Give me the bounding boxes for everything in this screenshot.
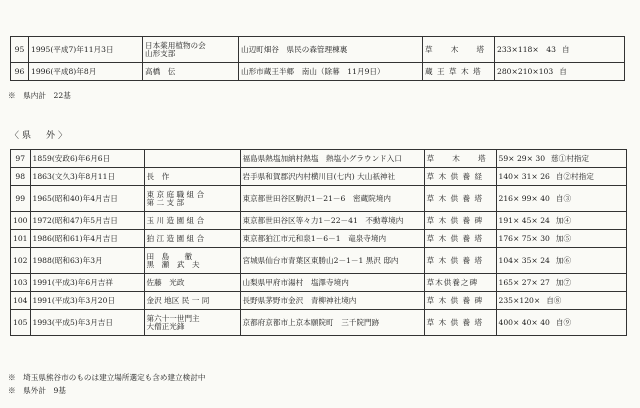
cell-builder	[143, 37, 239, 63]
cell-monument-type: 草 木 供 養 塔	[424, 230, 496, 248]
cell-date: 1991(平成3)年3月20日	[30, 292, 144, 310]
outside-table-body	[11, 150, 627, 336]
remark-value: 自	[561, 44, 570, 54]
cell-size	[496, 248, 626, 274]
cell-builder	[144, 168, 240, 186]
cell-date: 1965(昭和40)年4月吉日	[30, 186, 144, 212]
footnote-outside-total: ※ 県外計 9基	[8, 386, 66, 395]
cell-builder	[144, 274, 240, 292]
size-value: 165× 27× 27	[498, 277, 550, 287]
size-value: 400× 40× 40	[498, 317, 550, 327]
cell-size	[495, 63, 625, 81]
builder-line: 長 作	[146, 171, 170, 181]
remark-value: 加④	[555, 215, 572, 225]
builder-line: 玉 川 造 園 組 合	[146, 215, 205, 225]
outside-table	[10, 149, 627, 336]
builder-line: 東 京 庭 職 組 合	[146, 189, 205, 199]
table-row	[11, 150, 627, 168]
remark-value: 自③	[555, 193, 572, 203]
cell-date: 1986(昭和61)年4月吉日	[30, 230, 144, 248]
cell-monument-type: 草 木 塔	[424, 150, 496, 168]
builder-line: 金沢 地区 民 一 同	[146, 295, 210, 305]
cell-size	[496, 186, 626, 212]
table-row	[11, 274, 627, 292]
table-row	[11, 186, 627, 212]
remark-value: 加⑦	[555, 277, 572, 287]
cell-number: 96	[11, 63, 29, 81]
table-row	[11, 292, 627, 310]
cell-monument-type: 草 木 供 養 経	[424, 168, 496, 186]
cell-size	[496, 292, 626, 310]
cell-builder	[144, 248, 240, 274]
remark-value: 加⑤	[555, 233, 572, 243]
cell-date: 1859(安政6)年6月6日	[30, 150, 144, 168]
cell-location: 福島県熱塩加納村熱塩 熱塩小グラウンド入口	[240, 150, 424, 168]
remark-value: 自⑨	[555, 317, 572, 327]
cell-number: 95	[11, 37, 29, 63]
table-row	[11, 63, 625, 81]
cell-size	[496, 274, 626, 292]
cell-monument-type: 蔵 王 草 木 塔	[423, 63, 495, 81]
cell-date: 1972(昭和47)年5月吉日	[30, 212, 144, 230]
builder-line: 山形支部	[145, 48, 176, 58]
builder-line: 高橋 伝	[145, 66, 176, 76]
cell-number: 105	[11, 310, 31, 336]
cell-location: 東京都世田谷区駒沢1－21－6 密蔵院境内	[240, 186, 424, 212]
cell-size	[496, 310, 626, 336]
table-row	[11, 230, 627, 248]
cell-monument-type: 草 木 塔	[423, 37, 495, 63]
size-value: 140× 31× 26	[498, 171, 550, 181]
builder-line: 大僧正光鋒	[146, 321, 185, 331]
remark-value: 自⑧	[546, 295, 562, 305]
cell-size	[496, 150, 626, 168]
section-heading-outside: 〈県 外〉	[10, 131, 71, 141]
cell-size	[496, 168, 626, 186]
cell-number: 101	[11, 230, 31, 248]
cell-builder	[144, 212, 240, 230]
cell-date: 1995(平成7)年11月3日	[29, 37, 143, 63]
size-value: 280×210×103	[497, 66, 554, 76]
remark-value: 加⑥	[555, 255, 572, 265]
cell-location: 東京都世田谷区等々力1－22－41 不動尊境内	[240, 212, 424, 230]
remark-value: 自	[559, 66, 567, 76]
cell-number: 104	[11, 292, 31, 310]
builder-line: 第六十一世門主	[146, 313, 200, 323]
cell-monument-type: 草木供養之碑	[424, 274, 496, 292]
prefecture-table-body	[11, 37, 625, 81]
cell-number: 99	[11, 186, 31, 212]
cell-date: 1991(平成3)年6月吉祥	[30, 274, 144, 292]
cell-monument-type: 草 木 供 養 碑	[424, 212, 496, 230]
cell-number: 100	[11, 212, 31, 230]
cell-builder	[144, 230, 240, 248]
table-row	[11, 37, 625, 63]
cell-number: 102	[11, 248, 31, 274]
cell-monument-type: 草 木 供 養 塔	[424, 248, 496, 274]
prefecture-table	[10, 36, 625, 81]
cell-location: 山辺町畑谷 県民の森管理棟裏	[239, 37, 423, 63]
remark-value: 慈①村指定	[551, 153, 590, 163]
footnote-saitama: ※ 埼玉県熊谷市のものは建立場所選定も含め建立検討中	[8, 373, 206, 382]
cell-location: 長野県茅野市金沢 青柳神社境内	[240, 292, 424, 310]
cell-date: 1863(文久3)年8月11日	[30, 168, 144, 186]
table-row	[11, 212, 627, 230]
size-value: 233×118× 43	[497, 44, 556, 54]
prefecture-total-note: ※ 県内計 22基	[8, 91, 71, 100]
cell-location: 山梨県甲府市湯村 塩澤寺境内	[240, 274, 424, 292]
cell-builder	[144, 186, 240, 212]
cell-size	[495, 37, 625, 63]
table-row	[11, 310, 627, 336]
size-value: 216× 99× 40	[498, 193, 550, 203]
cell-monument-type: 草 木 供 養 塔	[424, 310, 496, 336]
cell-location: 山形市蔵王半郷 南山（除幕 11月9日）	[239, 63, 423, 81]
builder-line: 狛 江 造 園 組 合	[146, 233, 205, 243]
cell-number: 103	[11, 274, 31, 292]
cell-size	[496, 212, 626, 230]
cell-number: 97	[11, 150, 31, 168]
builder-line: 第 二 支 部	[146, 197, 185, 207]
size-value: 176× 75× 30	[498, 233, 550, 243]
cell-monument-type: 草 木 供 養 碑	[424, 292, 496, 310]
cell-location: 東京都狛江市元和泉1－6－1 竜泉寺境内	[240, 230, 424, 248]
cell-location: 岩手県和賀郡沢内村横川目(七内) 大山祇神社	[240, 168, 424, 186]
size-value: 191× 45× 24	[498, 215, 550, 225]
cell-number: 98	[11, 168, 31, 186]
builder-line: 日本薬用植物の会	[145, 40, 206, 50]
cell-location: 京都府京都市上京本願院町 三千院門跡	[240, 310, 424, 336]
size-value: 235×120×	[498, 295, 541, 305]
cell-size	[496, 230, 626, 248]
builder-line: 佐藤 光政	[146, 277, 185, 287]
builder-line: 田 島 徹	[146, 251, 193, 261]
size-value: 59× 29× 30	[498, 153, 546, 163]
cell-builder	[144, 310, 240, 336]
size-value: 104× 35× 24	[498, 255, 550, 265]
table-row	[11, 168, 627, 186]
builder-line: 黒 瀬 武 夫	[146, 259, 200, 269]
remark-value: 自②村指定	[555, 171, 594, 181]
cell-builder	[144, 292, 240, 310]
table-row	[11, 248, 627, 274]
cell-date: 1993(平成5)年3月吉日	[30, 310, 144, 336]
cell-location: 宮城県仙台市青葉区東勝山2－1－1 黒沢 邸内	[240, 248, 424, 274]
cell-date: 1988(昭和63)年3月	[30, 248, 144, 274]
cell-builder	[143, 63, 239, 81]
cell-date: 1996(平成8)年8月	[29, 63, 143, 81]
cell-monument-type: 草 木 供 養 塔	[424, 186, 496, 212]
cell-builder	[144, 150, 240, 168]
